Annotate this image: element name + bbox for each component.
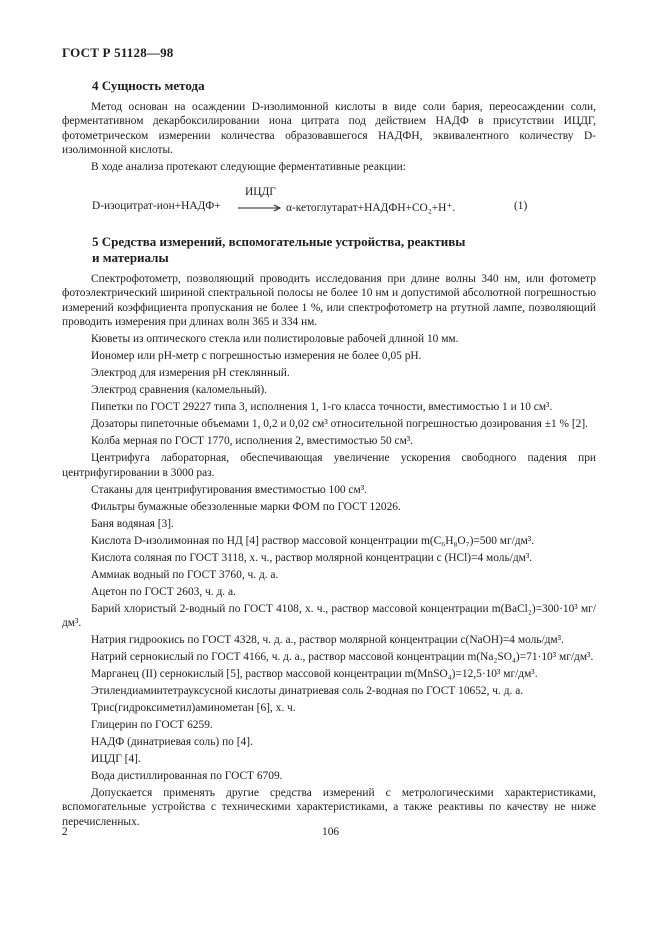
paragraph: Электрод сравнения (каломельный). <box>91 384 268 397</box>
page-number-left: 2 <box>62 826 68 838</box>
section-5-title-line1: 5 Средства измерений, вспомогательные устройства, реактивы <box>92 234 466 249</box>
paragraph: ИЦДГ [4]. <box>91 753 141 766</box>
paragraph: Спектрофотометр, позволяющий проводить исследования при длине волны 340 нм, или фотометр фотоэлектрический шириной спектральной полосы не более 10 нм и допустимой абсолютной погрешностью измерений коэффициента пропускания не более 1 %, или спектрофотометр на ртутной лампе, позволяющий проводить измерения при длинах волн 365 и 334 нм. <box>62 273 596 329</box>
paragraph: Глицерин по ГОСТ 6259. <box>91 719 213 732</box>
paragraph: Этилендиаминтетрауксусной кислоты динатриевая соль 2-водная по ГОСТ 10652, ч. д. а. <box>91 685 524 698</box>
paragraph: Натрий сернокислый по ГОСТ 4166, ч. д. а., раствор массовой концентрации m(Na₂SO₄)=71·10³ мг/дм³. <box>91 651 594 664</box>
paragraph: Трис(гидроксиметил)аминометан [6], х. ч. <box>91 702 296 715</box>
paragraph: Допускается применять другие средства измерений с метрологическими характеристиками, вспомогательные устройства с техническими характеристиками, а также реактивы по качеству не ниже перечисленных. <box>62 787 596 828</box>
paragraph: Марганец (II) сернокислый [5], раствор массовой концентрации m(MnSO₄)=12,5·10³ мг/дм³. <box>91 668 538 681</box>
paragraph: Дозаторы пипеточные объемами 1, 0,2 и 0,02 см³ относительной погрешностью дозирования ±1 % [2]. <box>91 418 588 431</box>
standard-header: ГОСТ Р 51128—98 <box>62 45 174 60</box>
paragraph: Электрод для измерения pH стеклянный. <box>91 367 290 380</box>
paragraph: Стаканы для центрифугирования вместимостью 100 см³. <box>91 483 367 496</box>
paragraph: Центрифуга лабораторная, обеспечивающая увеличение ускорения свободного падения при центрифугировании в 3000 раз. <box>62 452 596 479</box>
section-4-title: 4 Сущность метода <box>92 78 205 93</box>
paragraph: Натрия гидроокись по ГОСТ 4328, ч. д. а., раствор молярной концентрации c(NaOH)=4 моль/дм³. <box>91 634 564 647</box>
paragraph: Ацетон по ГОСТ 2603, ч. д. а. <box>91 585 236 598</box>
equation-right: α-кетоглутарат+НАДФН+CO₂+H⁺. <box>286 202 456 214</box>
equation-number: (1) <box>514 200 528 212</box>
reaction-equation <box>92 186 596 216</box>
section-4-body <box>62 100 596 177</box>
equation-enzyme-label: ИЦДГ <box>245 186 276 198</box>
equation-left: D-изоцитрат-ион+НАДФ+ <box>92 200 221 212</box>
paragraph: Кислота соляная по ГОСТ 3118, х. ч., раствор молярной концентрации c (HCl)=4 моль/дм³. <box>91 551 533 564</box>
section-5-title-line2: и материалы <box>92 250 169 265</box>
paragraph: НАДФ (динатриевая соль) по [4]. <box>91 736 253 749</box>
paragraph: Аммиак водный по ГОСТ 3760, ч. д. а. <box>91 568 279 581</box>
paragraph: Вода дистиллированная по ГОСТ 6709. <box>91 770 283 783</box>
section-5-title <box>92 234 465 266</box>
paragraph: Метод основан на осаждении D-изолимонной кислоты в виде соли бария, переосаждении соли, ферментативном декарбоксилировании иона цитрата под действием НАДФ в присутствии ИЦДГ, фотометрическом измерении количества образовавшегося НАДФН, эквивалентного количеству D-изолимонной кислоты. <box>62 101 596 157</box>
paragraph: Барий хлористый 2-водный по ГОСТ 4108, х. ч., раствор массовой концентрации m(BaCl₂)=300·10³ мг/дм³. <box>62 602 596 630</box>
reaction-arrow-icon <box>238 203 282 213</box>
paragraph: Баня водяная [3]. <box>91 517 174 530</box>
paragraph: В ходе анализа протекают следующие ферментативные реакции: <box>91 161 406 174</box>
page-number-center: 106 <box>322 826 340 838</box>
paragraph: Пипетки по ГОСТ 29227 типа 3, исполнения 1, 1-го класса точности, вместимостью 1 и 10 см³. <box>91 401 553 414</box>
paragraph: Кюветы из оптического стекла или полистироловые рабочей длиной 10 мм. <box>91 333 459 346</box>
section-5-body <box>62 272 596 832</box>
paragraph: Фильтры бумажные обеззоленные марки ФОМ по ГОСТ 12026. <box>91 500 401 513</box>
paragraph: Колба мерная по ГОСТ 1770, исполнения 2, вместимостью 50 см³. <box>91 435 414 448</box>
paragraph: Иономер или pH-метр с погрешностью измерения не более 0,05 pH. <box>91 350 422 363</box>
paragraph: Кислота D-изолимонная по НД [4] раствор массовой концентрации m(C₆H₈O₇)=500 мг/дм³. <box>91 534 535 547</box>
